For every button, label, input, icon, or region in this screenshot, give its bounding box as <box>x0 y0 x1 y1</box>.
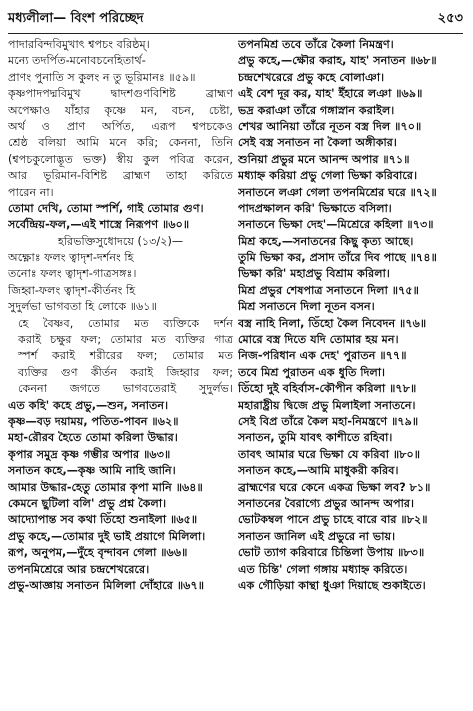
verse-line: শুনিয়া প্রভুর মনে আনন্দ অপার ॥৭১॥ <box>238 152 410 166</box>
left-text-line: তপনমিশ্রেরে আর চন্দ্রশেখরেরে। <box>8 562 150 576</box>
verse-line: মিশ্র প্রভুর শেষপাত্র সনাতনে দিলা ॥৭৫॥ <box>238 283 419 297</box>
page-header <box>8 8 463 30</box>
left-text-line: আর ভূরিমান-বিশিষ্ট ব্রাহ্মণ তাহা করিতে <box>8 169 233 183</box>
verse-line: সনাতন কহে,—আমি মাধুকরী করিব। <box>238 464 399 478</box>
verse-line: সনাতনে লঞা গেলা তপনমিশ্রের ঘরে ॥৭২॥ <box>238 185 437 199</box>
left-text-line: প্রভু-আজ্ঞায় সনাতন মিলিলা দোঁহারে ॥৬৭॥ <box>8 578 205 592</box>
verse-line: বস্ত্র নাহি নিলা, তিঁহো কৈল নিবেদন ॥৭৬॥ <box>238 316 427 330</box>
left-text-line: এত কহি' কহে প্রভু,—শুন, সনাতন। <box>8 398 169 412</box>
verse-line: চন্দ্রশেখরেরে প্রভু কহে বোলাঞা। <box>238 70 385 84</box>
left-text-line: অক্ষ্ণোঃ ফলং ত্বাদৃশ-দর্শনং হি <box>8 251 134 265</box>
left-text-line: প্রাণং পুনাতি স কুলং ন তু ভূরিমানঃ ॥৫৯॥ <box>8 70 196 84</box>
left-text-column <box>8 37 233 594</box>
left-text-line: অর্থ ও প্রাণ অর্পিত, এরূপ শ্বপচকেও <box>8 119 233 133</box>
left-text-line: জিহ্বা-ফলং ত্বাদৃশ-কীর্তনং হি <box>8 283 136 297</box>
left-text-line: স্পর্শ করাই শরীরের ফল; তোমার মত <box>18 349 233 363</box>
verse-line: এত চিন্তি' গেলা গঙ্গায় মধ্যাহ্ন করিতে। <box>238 562 408 576</box>
left-text-line: সর্বেন্দ্রিয়-ফল,—এই শাস্ত্রে নিরূপণ ॥৬০॥ <box>8 218 190 232</box>
verse-line: ভোট ত্যাগ করিবারে চিন্তিলা উপায় ॥৮৩॥ <box>238 546 425 560</box>
left-text-line: কৃষ্ণপাদপদ্মবিমুখ দ্বাদশগুণবিশিষ্ট ব্রাহ্মণ <box>8 87 233 101</box>
verse-line: সনাতনে ভিক্ষা দেহ'—মিশ্রেরে কহিলা ॥৭৩॥ <box>238 218 434 232</box>
verse-line: ভোটকম্বল পানে প্রভু চাহে বারে বার ॥৮২॥ <box>238 513 428 527</box>
left-text-line: আমার উদ্ধার-হেতু তোমার কৃপা মানি ॥৬৪॥ <box>8 480 203 494</box>
verse-line: সেই বস্ত্র সনাতন না কৈলা অঙ্গীকার। <box>238 136 397 150</box>
right-verse-column <box>238 37 465 594</box>
left-text-line: কৃষ্ণ—বড় দয়াময়, পতিত-পাবন ॥৬২॥ <box>8 414 179 428</box>
verse-line: মোরে বস্ত্র দিতে যদি তোমার হয় মন। <box>238 333 399 347</box>
left-text-line: কৃপার সমুদ্র কৃষ্ণ গম্ভীর অপার ॥৬৩॥ <box>8 447 171 461</box>
left-text-line: রূপ, অনুপম,—দুঁহে বৃন্দাবন গেলা ॥৬৬॥ <box>8 546 188 560</box>
verse-line: এই বেশ দূর কর, যাহ' ইঁহারে লঞা ॥৬৯॥ <box>238 87 423 101</box>
verse-line: সেই বিপ্র তাঁরে কৈল মহা-নিমন্ত্রণে ॥৭৯॥ <box>238 414 419 428</box>
left-text-line: সনাতন কহে,—কৃষ্ণ আমি নাহি জানি। <box>8 464 176 478</box>
verse-line: তাবৎ আমার ঘরে ভিক্ষা যে করিবা ॥৮০॥ <box>238 447 421 461</box>
verse-line: মিশ্র সনাতনে দিলা নূতন বসন। <box>238 300 375 314</box>
left-text-line: করাই চক্ষুর ফল; তোমার মত ব্যক্তির গাত্র <box>18 333 233 347</box>
left-text-line: পাদারবিন্দবিমুখাৎ শ্বপচং বরিষ্ঠম্। <box>8 38 150 51</box>
left-text-line: হে বৈষ্ণব, তোমার মত ব্যক্তিকে দর্শন <box>18 316 233 330</box>
verse-line: শেখর আনিয়া তাঁরে নূতন বস্ত্র দিল ॥৭০॥ <box>238 119 422 133</box>
left-text-line: কেমনে ছুটিলা বলি' প্রভু প্রশ্ন কৈলা। <box>8 496 167 510</box>
verse-line: মিশ্র কহে,—সনাতনের কিছু কৃত্য আছে। <box>238 234 414 248</box>
left-text-line: তোমা দেখি, তোমা স্পর্শি, গাই তোমার গুণ। <box>8 201 204 215</box>
left-text-line: আদ্যোপান্ত সব কথা তিঁহো শুনাইলা ॥৬৫॥ <box>8 513 198 527</box>
verse-line: মধ্যাহ্ন করিয়া প্রভু গেলা ভিক্ষা করিবারে। <box>238 169 418 183</box>
left-text-line: শ্রেষ্ঠ বলিয়া আমি মনে করি; কেননা, তিনি <box>8 136 233 150</box>
verse-line: মহারাষ্ট্রীয় দ্বিজে প্রভু মিলাইলা সনাতনে। <box>238 398 416 412</box>
left-text-line: প্রভু কহে,—তোমার দুই ভাই প্রয়াগে মিলিলা। <box>8 529 206 543</box>
running-title: মধ্যলীলা— বিংশ পরিচ্ছেদ <box>8 11 144 26</box>
left-text-line: (শ্বপচকুলোদ্ভূত ভক্ত) স্বীয় কুল পবিত্র করেন, <box>8 152 233 166</box>
page-number: ২৫৩ <box>437 11 463 26</box>
verse-line: সনাতন, তুমি যাবৎ কাশীতে রহিবা। <box>238 431 393 445</box>
left-text-line: মন্যে তদর্পিত-মনোবচনেহিতার্থ- <box>8 54 146 68</box>
header-rule <box>8 33 463 34</box>
left-text-line: মহা-রৌরব হৈতে তোমা করিলা উদ্ধার। <box>8 431 178 445</box>
left-text-line: তনোঃ ফলং ত্বাদৃশ-গাত্রসঙ্গঃ। <box>8 267 137 281</box>
left-text-line: ব্যক্তির গুণ কীর্তন করাই জিহ্বার ফল; <box>18 365 233 379</box>
verse-line: পাদপ্রক্ষালন করি' ভিক্ষাতে বসিলা। <box>238 201 392 215</box>
verse-line: প্রভু কহে,—ক্ষৌর করাহ, যাহ' সনাতন ॥৬৮॥ <box>238 54 437 68</box>
verse-line: নিজ-পরিধান এক দেহ' পুরাতন ॥৭৭॥ <box>238 349 407 363</box>
left-text-line: সুদুর্লভা ভাগবতা হি লোকে ॥৬১॥ <box>8 300 157 314</box>
verse-line: তবে মিশ্র পুরাতন এক ধুতি দিলা। <box>238 365 386 379</box>
left-text-line: কেননা জগতে ভাগবতেরাই সুদুর্লভ। <box>18 382 233 396</box>
verse-line: ভিক্ষা করি' মহাপ্রভু বিশ্রাম করিলা। <box>238 267 390 281</box>
left-text-line: অপেক্ষাও যাঁহার কৃষ্ণে মন, বচন, চেষ্টা, <box>8 103 233 117</box>
verse-line: ভদ্র করাঞা তাঁরে গঙ্গাস্নান করাইল। <box>238 103 395 117</box>
verse-line: সনাতনের বৈরাগ্যে প্রভুর আনন্দ অপার। <box>238 496 415 510</box>
verse-line: তপনমিশ্র তবে তাঁরে কৈলা নিমন্ত্রণ। <box>238 38 394 51</box>
left-text-line: পারেন না। <box>8 185 54 199</box>
verse-line: সনাতন জানিল এই প্রভুরে না ভায়। <box>238 529 396 543</box>
left-text-line: হরিভক্তিসুধোদয়ে (১৩/২)— <box>57 234 184 248</box>
verse-line: ব্রাহ্মণের ঘরে কেনে একত্র ভিক্ষা লব? ৮১॥ <box>238 480 431 494</box>
verse-line: তিঁহো দুই বহির্বাস-কৌপীন করিলা ॥৭৮॥ <box>238 382 417 396</box>
verse-line: তুমি ভিক্ষা কর, প্রসাদ তাঁরে দিব পাছে ॥৭৪॥ <box>238 251 437 265</box>
verse-line: এক গৌড়িয়া কান্থা ধুঞা দিয়াছে শুকাইতে। <box>238 578 426 592</box>
